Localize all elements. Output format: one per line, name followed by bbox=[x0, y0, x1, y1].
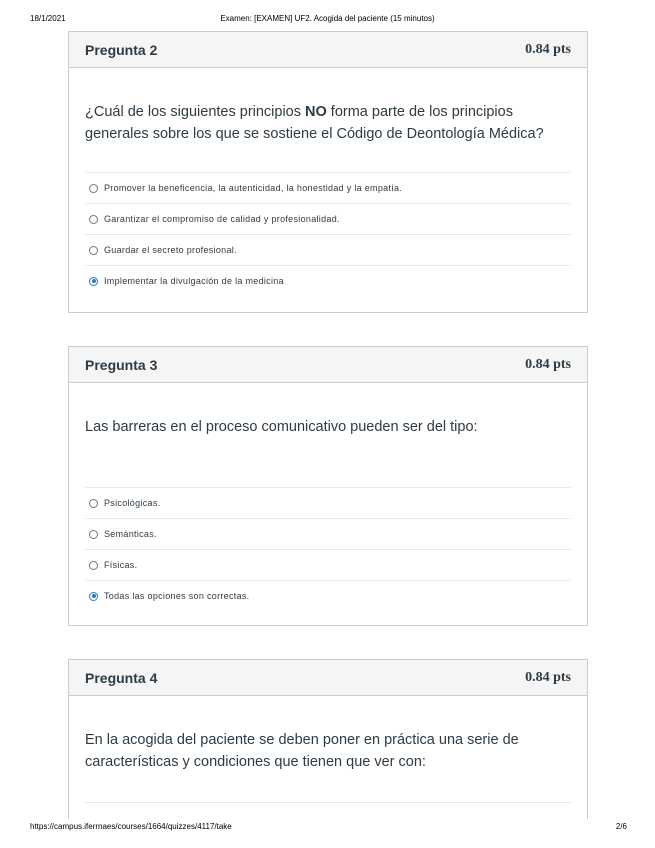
print-page-number: 2/6 bbox=[615, 822, 627, 831]
radio-button[interactable] bbox=[89, 184, 98, 193]
answer-label: Implementar la divulgación de la medicina bbox=[104, 276, 284, 286]
answer-list bbox=[85, 172, 571, 296]
question-header bbox=[69, 32, 587, 68]
question-points: 0.84 pts bbox=[525, 41, 571, 57]
question-name: Pregunta 2 bbox=[85, 41, 158, 58]
question-text: Las barreras en el proceso comunicativo pueden ser del tipo: bbox=[85, 419, 478, 435]
answer-option-selected[interactable] bbox=[85, 580, 571, 611]
radio-button-checked[interactable] bbox=[89, 277, 98, 286]
question-4 bbox=[68, 659, 588, 819]
radio-button[interactable] bbox=[89, 246, 98, 255]
print-title: Examen: [EXAMEN] UF2. Acogida del paciente (15 minutos) bbox=[220, 14, 435, 23]
answer-label: Psicológicas. bbox=[104, 498, 161, 508]
print-url: https://campus.iferrnaes/courses/1664/quizzes/4117/take bbox=[30, 822, 232, 831]
question-3 bbox=[68, 346, 588, 626]
answer-label: Promover la beneficencia, la autenticidad, la honestidad y la empatía. bbox=[104, 183, 403, 193]
print-header bbox=[0, 14, 655, 26]
radio-button[interactable] bbox=[89, 561, 98, 570]
answer-option[interactable] bbox=[85, 518, 571, 549]
question-header bbox=[69, 347, 587, 383]
question-text: En la acogida del paciente se deben poner en práctica una serie de características y condiciones que tienen que ver con: bbox=[85, 732, 519, 770]
print-footer bbox=[0, 822, 655, 834]
question-header bbox=[69, 660, 587, 696]
answer-option[interactable] bbox=[85, 487, 571, 518]
question-text: ¿Cuál de los siguientes principios NO forma parte de los principios generales sobre los que se sostiene el Código de Deontología Médica? bbox=[85, 104, 544, 142]
answer-label: Guardar el secreto profesional. bbox=[104, 245, 237, 255]
answer-list-divider bbox=[85, 802, 571, 803]
print-date: 18/1/2021 bbox=[30, 14, 66, 23]
answer-option-selected[interactable] bbox=[85, 265, 571, 296]
answer-option[interactable] bbox=[85, 549, 571, 580]
answer-option[interactable] bbox=[85, 234, 571, 265]
answer-label: Todas las opciones son correctas. bbox=[104, 591, 250, 601]
answer-option[interactable] bbox=[85, 203, 571, 234]
answer-label: Físicas. bbox=[104, 560, 138, 570]
radio-button[interactable] bbox=[89, 499, 98, 508]
question-name: Pregunta 3 bbox=[85, 356, 158, 373]
answer-option[interactable] bbox=[85, 172, 571, 203]
answer-label: Semánticas. bbox=[104, 529, 157, 539]
radio-button[interactable] bbox=[89, 215, 98, 224]
question-points: 0.84 pts bbox=[525, 356, 571, 372]
question-name: Pregunta 4 bbox=[85, 669, 158, 686]
answer-label: Garantizar el compromiso de calidad y profesionalidad. bbox=[104, 214, 340, 224]
answer-list bbox=[85, 487, 571, 611]
radio-button[interactable] bbox=[89, 530, 98, 539]
radio-button-checked[interactable] bbox=[89, 592, 98, 601]
question-points: 0.84 pts bbox=[525, 669, 571, 685]
emphasis-no: NO bbox=[305, 104, 327, 120]
question-2 bbox=[68, 31, 588, 313]
